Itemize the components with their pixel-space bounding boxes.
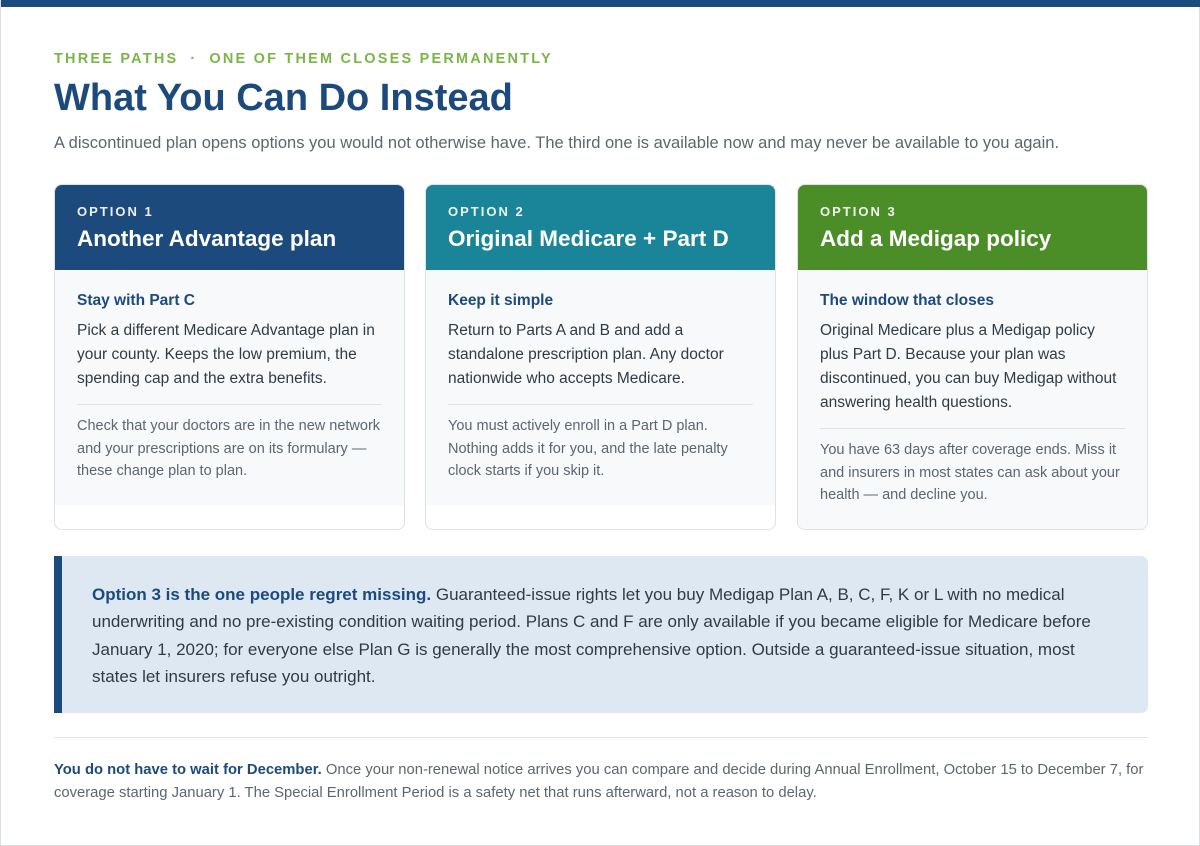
eyebrow: [54, 51, 553, 67]
top-accent-bar: [1, 0, 1200, 7]
option-card-1: [54, 184, 405, 530]
option-card-2: [425, 184, 776, 530]
option-card-3: [797, 184, 1148, 530]
option-card-body: [426, 270, 775, 505]
option-card-body: [55, 270, 404, 505]
option-kicker: The window that closes: [820, 292, 994, 309]
page-subtitle: A discontinued plan opens options you would not otherwise have. The third one is available now and may never be available to you again.: [54, 134, 1060, 152]
callout-box: [54, 556, 1148, 713]
eyebrow-separator: ·: [190, 51, 198, 67]
option-label: OPTION 1: [77, 204, 154, 219]
callout-lead: Option 3 is the one people regret missing.: [92, 585, 432, 604]
option-note: You must actively enroll in a Part D plan. Nothing adds it for you, and the late penalty clock starts if you skip it.: [448, 418, 728, 479]
option-card-header: [426, 185, 775, 270]
option-label: OPTION 3: [820, 204, 897, 219]
option-title: Another Advantage plan: [77, 226, 337, 251]
page-title: What You Can Do Instead: [54, 77, 513, 119]
footer-text: Once your non-renewal notice arrives you can compare and decide during Annual Enrollment, October 15 to December 7, for coverage starting January 1. The Special Enrollment Period is a safety net that runs afterward, not a reason to delay.: [54, 762, 1144, 801]
option-kicker: Stay with Part C: [77, 292, 195, 309]
footer-lead: You do not have to wait for December.: [54, 762, 322, 778]
option-title: Original Medicare + Part D: [448, 226, 729, 251]
eyebrow-left: THREE PATHS: [54, 51, 179, 67]
option-card-header: [55, 185, 404, 270]
eyebrow-right: ONE OF THEM CLOSES PERMANENTLY: [209, 51, 553, 67]
option-card-header: [798, 185, 1147, 270]
option-label: OPTION 2: [448, 204, 525, 219]
option-note: Check that your doctors are in the new network and your prescriptions are on its formulary — these change plan to plan.: [77, 418, 381, 479]
option-description: Pick a different Medicare Advantage plan in your county. Keeps the low premium, the spending cap and the extra benefits.: [77, 322, 375, 387]
option-description: Return to Parts A and B and add a standalone prescription plan. Any doctor nationwide who accepts Medicare.: [448, 322, 724, 387]
option-title: Add a Medigap policy: [820, 226, 1052, 251]
callout-text: Guaranteed-issue rights let you buy Medigap Plan A, B, C, F, K or L with no medical underwriting and no pre-existing condition waiting period. Plans C and F are only available if you became eligible for Medicare before January 1, 2020; for everyone else Plan G is generally the most comprehensive option. Outside a guaranteed-issue situation, most states let insurers refuse you outright.: [92, 585, 1091, 687]
option-description: Original Medicare plus a Medigap policy plus Part D. Because your plan was discontinued, you can buy Medigap without answering health questions.: [820, 322, 1117, 411]
option-note: You have 63 days after coverage ends. Miss it and insurers in most states can ask about your health — and decline you.: [820, 442, 1120, 503]
option-card-body: [798, 270, 1147, 529]
option-kicker: Keep it simple: [448, 292, 554, 309]
footer-note: [54, 759, 1148, 805]
footer-divider: [54, 737, 1148, 738]
